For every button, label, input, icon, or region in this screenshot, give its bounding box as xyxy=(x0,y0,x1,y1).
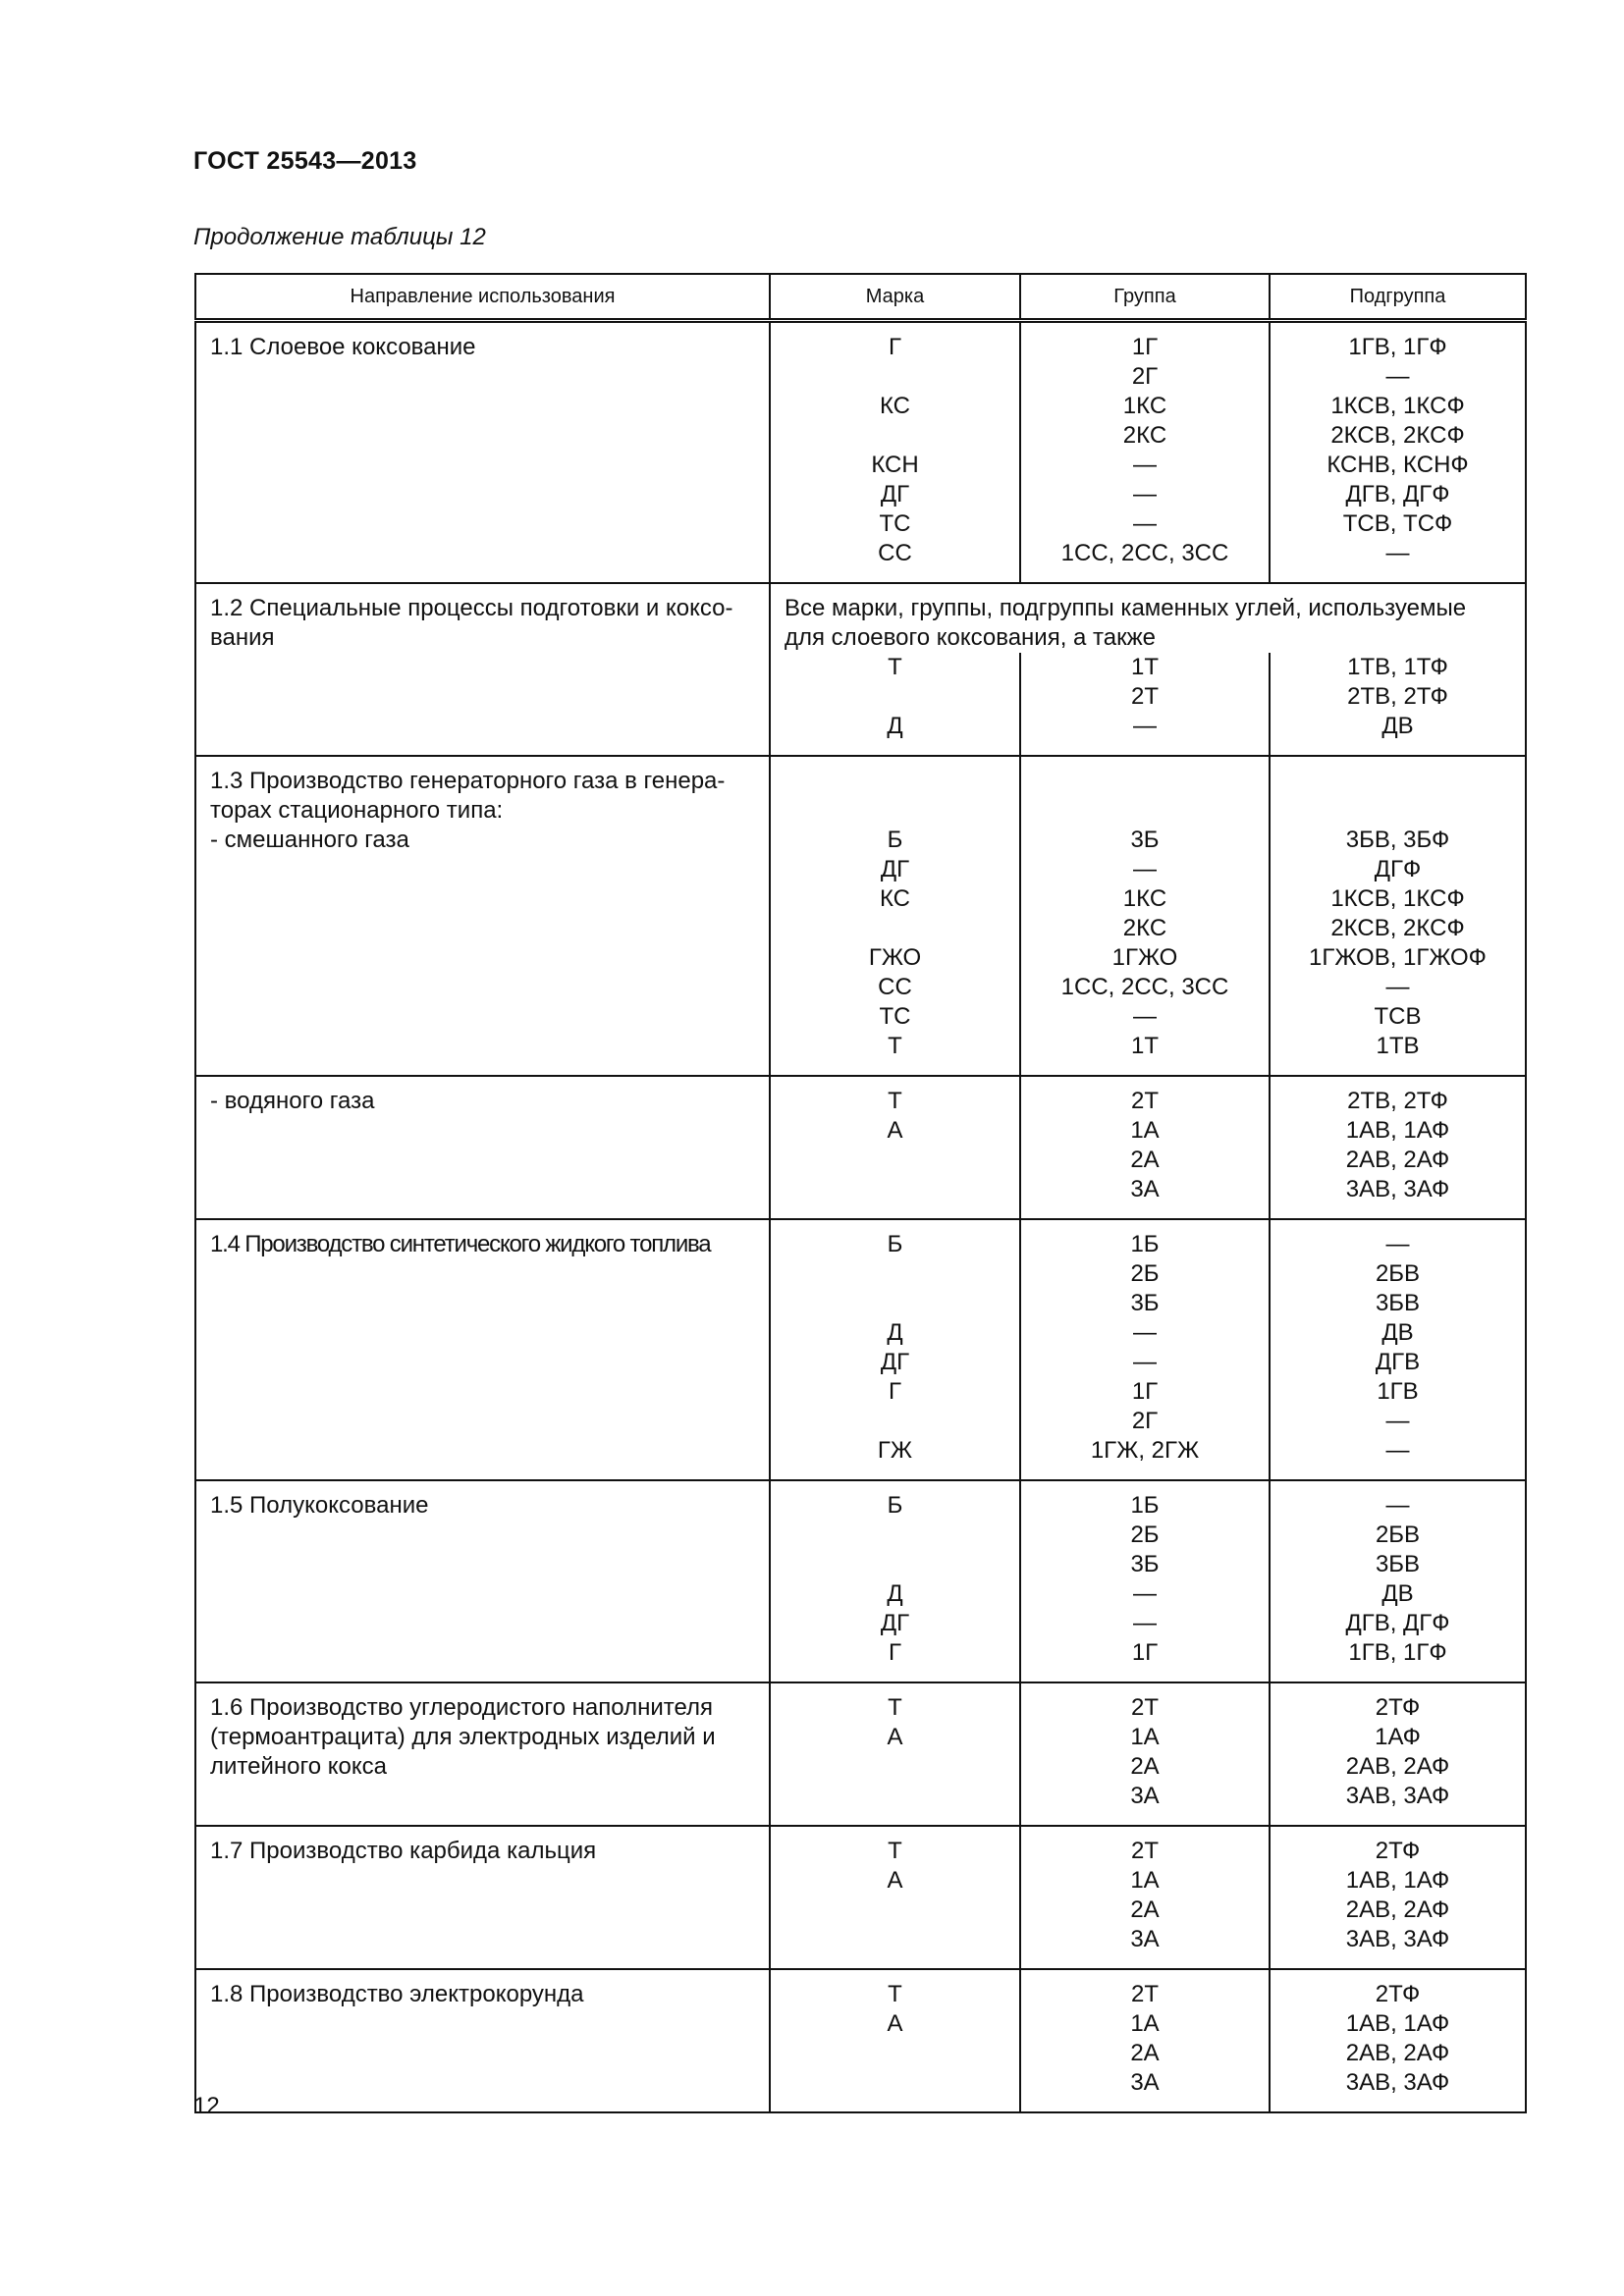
subgroup-value: 3АВ, 3АФ xyxy=(1345,1176,1450,1202)
subgroup-value: — xyxy=(1385,1437,1410,1464)
subgroup-cell xyxy=(1270,653,1526,756)
direction-line: (термоантрацита) для электродных изделий и xyxy=(210,1724,716,1750)
subgroup-value: 1АВ, 1АФ xyxy=(1345,1117,1450,1144)
subgroup-cell xyxy=(1270,756,1526,1076)
grade-value: А xyxy=(887,1117,903,1144)
table-row xyxy=(195,321,1526,584)
group-value: 1КС xyxy=(1122,885,1167,912)
grade-value: КСН xyxy=(871,452,919,478)
subgroup-value: ДВ xyxy=(1381,713,1414,739)
direction-line: литейного кокса xyxy=(210,1753,387,1780)
subgroup-cell xyxy=(1270,1480,1526,1682)
subgroup-value: КСНВ, КСНФ xyxy=(1326,452,1469,478)
grade-value: СС xyxy=(878,974,912,1000)
grade-value xyxy=(777,1752,1013,1782)
direction-line: вания xyxy=(210,624,275,651)
group-value: — xyxy=(1133,510,1157,537)
group-value: — xyxy=(1133,856,1157,882)
group-value: 2А xyxy=(1130,1896,1160,1923)
grade-value xyxy=(777,362,1013,392)
group-value: 1А xyxy=(1130,1117,1160,1144)
group-value: — xyxy=(1133,452,1157,478)
direction-line: - смешанного газа xyxy=(210,827,409,853)
grade-value: Т xyxy=(888,1838,902,1864)
subgroup-value: ДГВ xyxy=(1375,1349,1421,1375)
table-caption: Продолжение таблицы 12 xyxy=(193,224,486,250)
group-cell xyxy=(1020,1480,1270,1682)
table-row xyxy=(195,1219,1526,1480)
coal-usage-table xyxy=(194,273,1527,2113)
subgroup-value: — xyxy=(1385,974,1410,1000)
grade-value xyxy=(777,914,1013,943)
note-cell xyxy=(770,583,1526,653)
direction-line: 1.2 Специальные процессы подготовки и коксо- xyxy=(210,595,733,621)
subgroup-value: 3АВ, 3АФ xyxy=(1345,1926,1450,1952)
grade-value xyxy=(777,2039,1013,2068)
subgroup-value: — xyxy=(1385,540,1410,566)
grade-value xyxy=(777,1175,1013,1204)
direction-cell xyxy=(195,1480,770,1682)
grade-cell xyxy=(770,1480,1020,1682)
group-value: 2КС xyxy=(1122,422,1167,449)
grade-value: Б xyxy=(887,1231,903,1257)
subgroup-value: ДГВ, ДГФ xyxy=(1345,481,1450,507)
group-value: 1КС xyxy=(1122,393,1167,419)
direction-line: торах стационарного типа: xyxy=(210,797,504,824)
grade-value: ДГ xyxy=(880,1349,910,1375)
group-value: 3Б xyxy=(1130,1551,1160,1577)
group-value: 2А xyxy=(1130,1147,1160,1173)
grade-value: Т xyxy=(888,654,902,680)
direction-cell xyxy=(195,1826,770,1969)
grade-cell xyxy=(770,1219,1020,1480)
grade-value: А xyxy=(887,1867,903,1894)
grade-value: Т xyxy=(888,1694,902,1721)
group-cell xyxy=(1020,1826,1270,1969)
subgroup-value: 2БВ xyxy=(1375,1260,1421,1287)
group-value: — xyxy=(1133,1319,1157,1346)
subgroup-value: ТСВ xyxy=(1374,1003,1422,1030)
subgroup-value: 2КСВ, 2КСФ xyxy=(1330,915,1465,941)
table-row xyxy=(195,1826,1526,1969)
grade-value: ДГ xyxy=(880,856,910,882)
grade-value: Д xyxy=(887,1580,903,1607)
grade-value xyxy=(777,1407,1013,1436)
column-header-grade: Марка xyxy=(770,274,1020,321)
subgroup-value: 2АВ, 2АФ xyxy=(1345,2040,1450,2066)
subgroup-value: 2ТФ xyxy=(1375,1981,1421,2007)
group-cell xyxy=(1020,756,1270,1076)
subgroup-value: 3БВ, 3БФ xyxy=(1345,827,1450,853)
group-value: — xyxy=(1133,1580,1157,1607)
table-row xyxy=(195,1076,1526,1219)
subgroup-value: 3АВ, 3АФ xyxy=(1345,1783,1450,1809)
grade-cell xyxy=(770,653,1020,756)
subgroup-value: ДГВ, ДГФ xyxy=(1345,1610,1450,1636)
subgroup-cell xyxy=(1270,1826,1526,1969)
subgroup-value: 1КСВ, 1КСФ xyxy=(1330,885,1465,912)
grade-cell xyxy=(770,1826,1020,1969)
subgroup-value: 1АВ, 1АФ xyxy=(1345,2010,1450,2037)
grade-value: КС xyxy=(879,393,911,419)
direction-line: 1.4 Производство синтетического жидкого топлива xyxy=(210,1231,711,1257)
group-value: 2Т xyxy=(1130,683,1159,710)
grade-value: ДГ xyxy=(880,1610,910,1636)
direction-cell xyxy=(195,583,770,756)
grade-value xyxy=(777,1550,1013,1579)
grade-value: Д xyxy=(887,713,903,739)
subgroup-cell xyxy=(1270,1969,1526,2112)
grade-cell xyxy=(770,1969,1020,2112)
subgroup-value: 1ТВ xyxy=(1376,1033,1420,1059)
table-row xyxy=(195,583,1526,653)
subgroup-value: 2КСВ, 2КСФ xyxy=(1330,422,1465,449)
subgroup-value: 2ТФ xyxy=(1375,1694,1421,1721)
blank-line xyxy=(1027,767,1263,796)
document-number: ГОСТ 25543—2013 xyxy=(193,147,417,175)
group-value: 1Т xyxy=(1130,1033,1159,1059)
subgroup-value: 2ТВ, 2ТФ xyxy=(1347,683,1448,710)
grade-value xyxy=(777,1925,1013,1954)
grade-value: Г xyxy=(889,334,901,360)
grade-value: Д xyxy=(887,1319,903,1346)
subgroup-value: 1ГВ xyxy=(1377,1378,1419,1405)
grade-value: ГЖ xyxy=(877,1437,913,1464)
grade-value xyxy=(777,682,1013,712)
direction-line: 1.6 Производство углеродистого наполнителя xyxy=(210,1694,714,1721)
subgroup-value: — xyxy=(1385,363,1410,390)
group-value: 1СС, 2СС, 3СС xyxy=(1060,974,1229,1000)
grade-cell xyxy=(770,1682,1020,1826)
grade-value xyxy=(777,1289,1013,1318)
group-value: 3А xyxy=(1130,1783,1160,1809)
subgroup-value: 2АВ, 2АФ xyxy=(1345,1147,1450,1173)
subgroup-value: — xyxy=(1385,1231,1410,1257)
group-value: 2КС xyxy=(1122,915,1167,941)
blank-line xyxy=(1027,796,1263,826)
group-value: 1А xyxy=(1130,1724,1160,1750)
group-value: — xyxy=(1133,1003,1157,1030)
table-row xyxy=(195,1969,1526,2112)
direction-cell xyxy=(195,321,770,584)
direction-cell xyxy=(195,756,770,1076)
subgroup-value: ДГФ xyxy=(1374,856,1422,882)
group-value: 1Г xyxy=(1131,1639,1159,1666)
group-value: 1ГЖО xyxy=(1111,944,1178,971)
group-value: 2Т xyxy=(1130,1088,1159,1114)
grade-value xyxy=(777,2068,1013,2098)
group-value: 1А xyxy=(1130,2010,1160,2037)
group-value: 2А xyxy=(1130,1753,1160,1780)
blank-line xyxy=(1276,796,1519,826)
grade-value: КС xyxy=(879,885,911,912)
direction-cell xyxy=(195,1969,770,2112)
grade-cell xyxy=(770,1076,1020,1219)
blank-line xyxy=(777,767,1013,796)
subgroup-value: ТСВ, ТСФ xyxy=(1342,510,1453,537)
group-value: 3А xyxy=(1130,1176,1160,1202)
subgroup-value: ДВ xyxy=(1381,1319,1414,1346)
subgroup-value: 1АВ, 1АФ xyxy=(1345,1867,1450,1894)
grade-cell xyxy=(770,756,1020,1076)
group-value: 1Г xyxy=(1131,1378,1159,1405)
group-value: — xyxy=(1133,1349,1157,1375)
table-header-row xyxy=(195,274,1526,321)
grade-value: Т xyxy=(888,1981,902,2007)
grade-value: Г xyxy=(889,1378,901,1405)
note-line: для слоевого коксования, а также xyxy=(785,624,1157,651)
group-value: 1СС, 2СС, 3СС xyxy=(1060,540,1229,566)
subgroup-value: 1КСВ, 1КСФ xyxy=(1330,393,1465,419)
subgroup-value: 2ТФ xyxy=(1375,1838,1421,1864)
direction-cell xyxy=(195,1682,770,1826)
subgroup-value: 2ТВ, 2ТФ xyxy=(1347,1088,1448,1114)
group-value: 2Б xyxy=(1130,1260,1160,1287)
grade-value: А xyxy=(887,2010,903,2037)
group-cell xyxy=(1020,1969,1270,2112)
note-line: Все марки, группы, подгруппы каменных углей, используемые xyxy=(785,595,1467,621)
grade-value: ДГ xyxy=(880,481,910,507)
group-value: 1Т xyxy=(1130,654,1159,680)
grade-cell xyxy=(770,321,1020,584)
group-value: 2Г xyxy=(1131,1408,1159,1434)
direction-line: 1.7 Производство карбида кальция xyxy=(210,1838,597,1864)
group-value: 1Б xyxy=(1130,1231,1160,1257)
group-value: 3А xyxy=(1130,1926,1160,1952)
table-row xyxy=(195,1480,1526,1682)
grade-value xyxy=(777,421,1013,451)
grade-value: ТС xyxy=(879,510,911,537)
direction-line: 1.1 Слоевое коксование xyxy=(210,334,476,360)
group-value: — xyxy=(1133,481,1157,507)
direction-cell xyxy=(195,1219,770,1480)
group-value: 2Т xyxy=(1130,1838,1159,1864)
group-value: — xyxy=(1133,713,1157,739)
group-cell xyxy=(1020,321,1270,584)
subgroup-value: 2АВ, 2АФ xyxy=(1345,1896,1450,1923)
group-value: 1ГЖ, 2ГЖ xyxy=(1090,1437,1200,1464)
blank-line xyxy=(1276,767,1519,796)
group-value: 2Т xyxy=(1130,1981,1159,2007)
group-cell xyxy=(1020,653,1270,756)
table-row xyxy=(195,756,1526,1076)
grade-value: СС xyxy=(878,540,912,566)
grade-value: ТС xyxy=(879,1003,911,1030)
group-value: 2Г xyxy=(1131,363,1159,390)
subgroup-value: 1ГЖОВ, 1ГЖОФ xyxy=(1309,944,1487,971)
page-number: 12 xyxy=(193,2093,220,2119)
subgroup-value: 3БВ xyxy=(1375,1290,1421,1316)
grade-value xyxy=(777,1896,1013,1925)
grade-value: Т xyxy=(888,1088,902,1114)
direction-line: 1.8 Производство электрокорунда xyxy=(210,1981,584,2007)
subgroup-value: ДВ xyxy=(1381,1580,1414,1607)
subgroup-value: 1ГВ, 1ГФ xyxy=(1348,334,1447,360)
direction-line: - водяного газа xyxy=(210,1088,375,1114)
group-value: 2Т xyxy=(1130,1694,1159,1721)
column-header-direction: Направление использования xyxy=(195,274,770,321)
subgroup-value: 2БВ xyxy=(1375,1522,1421,1548)
blank-line xyxy=(777,796,1013,826)
subgroup-value: 1ТВ, 1ТФ xyxy=(1347,654,1448,680)
direction-line: 1.5 Полукоксование xyxy=(210,1492,429,1519)
table-body xyxy=(195,321,1526,2113)
direction-line: 1.3 Производство генераторного газа в генера- xyxy=(210,768,726,794)
group-value: 3Б xyxy=(1130,827,1160,853)
grade-value: Б xyxy=(887,827,903,853)
group-value: 2Б xyxy=(1130,1522,1160,1548)
subgroup-value: — xyxy=(1385,1492,1410,1519)
column-header-group: Группа xyxy=(1020,274,1270,321)
grade-value: ГЖО xyxy=(868,944,922,971)
subgroup-cell xyxy=(1270,321,1526,584)
grade-value: Б xyxy=(887,1492,903,1519)
group-value: 3Б xyxy=(1130,1290,1160,1316)
group-value: — xyxy=(1133,1610,1157,1636)
grade-value: Г xyxy=(889,1639,901,1666)
column-header-subgroup: Подгруппа xyxy=(1270,274,1526,321)
group-value: 3А xyxy=(1130,2069,1160,2096)
subgroup-value: 2АВ, 2АФ xyxy=(1345,1753,1450,1780)
subgroup-value: 3АВ, 3АФ xyxy=(1345,2069,1450,2096)
subgroup-value: — xyxy=(1385,1408,1410,1434)
subgroup-value: 3БВ xyxy=(1375,1551,1421,1577)
group-cell xyxy=(1020,1076,1270,1219)
subgroup-cell xyxy=(1270,1076,1526,1219)
grade-value xyxy=(777,1259,1013,1289)
group-value: 1Б xyxy=(1130,1492,1160,1519)
table-row xyxy=(195,1682,1526,1826)
grade-value xyxy=(777,1782,1013,1811)
group-value: 1А xyxy=(1130,1867,1160,1894)
group-cell xyxy=(1020,1682,1270,1826)
grade-value: Т xyxy=(888,1033,902,1059)
grade-value xyxy=(777,1521,1013,1550)
group-value: 2А xyxy=(1130,2040,1160,2066)
grade-value: А xyxy=(887,1724,903,1750)
direction-cell xyxy=(195,1076,770,1219)
subgroup-cell xyxy=(1270,1219,1526,1480)
grade-value xyxy=(777,1146,1013,1175)
group-cell xyxy=(1020,1219,1270,1480)
subgroup-value: 1АФ xyxy=(1375,1724,1421,1750)
subgroup-cell xyxy=(1270,1682,1526,1826)
subgroup-value: 1ГВ, 1ГФ xyxy=(1348,1639,1447,1666)
group-value: 1Г xyxy=(1131,334,1159,360)
